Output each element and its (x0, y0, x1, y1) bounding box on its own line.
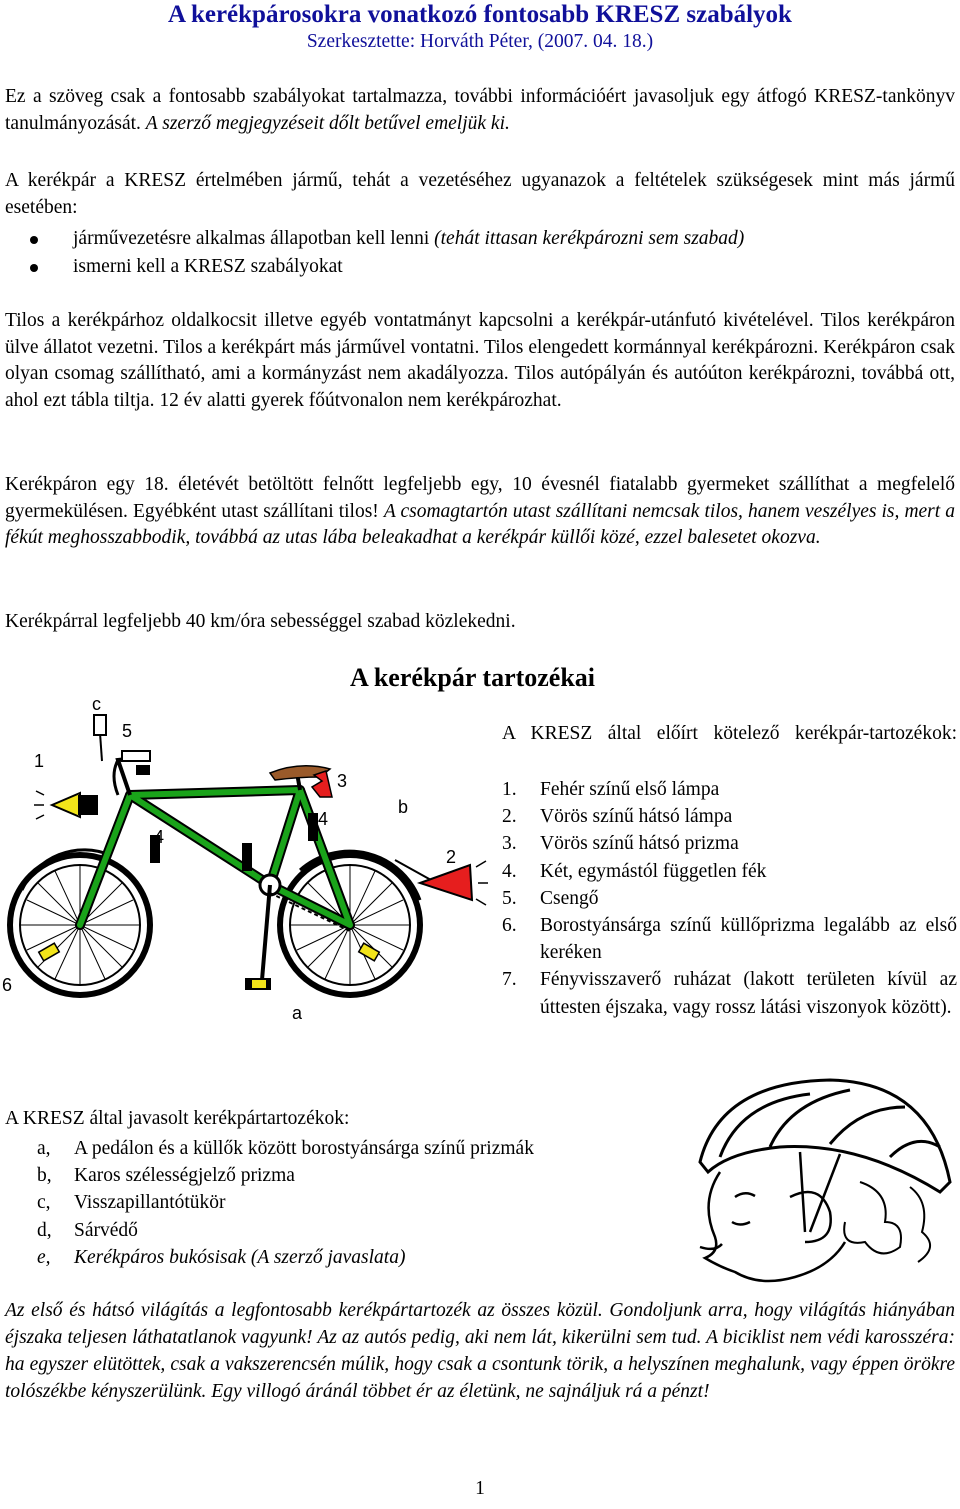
list-item: 3. Vörös színű hátsó prizma (502, 833, 739, 855)
intro-text: Ez a szöveg csak a fontosabb szabályokat tartalmazza, további információért javasoljuk egy átfogó KRESZ-tankönyv tanulmányozását. (5, 86, 955, 134)
document-title: A kerékpárosokra vonatkozó fontosabb KRESZ szabályok (168, 1, 792, 28)
bell-icon (122, 751, 150, 761)
rear-reflector-icon (312, 771, 332, 797)
list-item: 5. Csengő (502, 887, 599, 909)
intro-paragraph (5, 84, 955, 137)
diagram-label: c (92, 694, 101, 714)
list-item: ismerni kell a KRESZ szabályokat (30, 253, 744, 281)
front-lamp-icon (52, 793, 80, 817)
diagram-label: 4 (318, 809, 329, 829)
mirror-icon (94, 715, 106, 735)
list-item: 2. Vörös színű hátsó lámpa (502, 806, 733, 828)
list-item: 7. Fényvisszaverő ruházat (lakott területen kívül az úttesten éjszaka, vagy rossz látási viszonyok között). (502, 969, 957, 1018)
list-item: 6. Borostyánsárga színű küllőprizma legalább az első keréken (502, 915, 957, 964)
list-item: b, Karos szélességjelző prizma (37, 1165, 295, 1187)
diagram-label: a (292, 1003, 303, 1023)
list-item: járművezetésre alkalmas állapotban kell lenni (tehát ittasan kerékpározni sem szabad) (30, 225, 744, 253)
bicycle-diagram (0, 685, 490, 1030)
spoke-reflector-icon (39, 943, 60, 961)
list-item: d, Sárvédő (37, 1219, 138, 1241)
child-face (700, 1172, 845, 1281)
list-item: 1. Fehér színű első lámpa (502, 779, 720, 800)
list-item: c, Visszapillantótükör (37, 1192, 226, 1214)
list-item: a, A pedálon és a küllők között borostyánsárga színű prizmák (37, 1138, 534, 1159)
spoke-reflector-icon (359, 943, 380, 961)
diagram-label: 1 (34, 751, 45, 771)
ear-and-strap (790, 1152, 840, 1242)
diagram-label: 4 (154, 827, 165, 847)
helmet-illustration (660, 1072, 960, 1292)
vehicle-paragraph: A kerékpár a KRESZ értelmében jármű, tehát a vezetéséhez ugyanazok a feltételek szükségesek mint más jármű esetében: (5, 170, 955, 218)
diagram-label: 3 (337, 771, 348, 791)
rules-paragraph: Tilos a kerékpárhoz oldalkocsit illetve egyéb vontatmányt kapcsolni a kerékpár-utánfutó kivételével. Tilos kerékpáron ülve állatot vezetni. Tilos a kerékpárt más járművel vontatni. Tilos elengedett kormánnyal kerékpározni. Kerékpáron csak olyan csomag szállítható, ami a kormányzást nem akadályozza. Tilos autópályán és autóúton kerékpározni, továbbá ott, ahol ezt tábla tiltja. 12 év alatti gyerek főútvonalon nem kerékpározhat. (5, 310, 955, 411)
required-list (502, 776, 957, 1021)
diagram-label: 5 (122, 721, 133, 741)
diagram-label: 2 (446, 847, 457, 867)
document-subtitle: Szerkesztette: Horváth Péter, (2007. 04. 18.) (306, 31, 654, 52)
suggested-list (37, 1135, 534, 1271)
suggested-intro: A KRESZ által javasolt kerékpártartozékok: (5, 1108, 350, 1129)
speed-paragraph: Kerékpárral legfeljebb 40 km/óra sebességgel szabad közlekedni. (5, 611, 516, 632)
page-number: 1 (475, 1478, 485, 1499)
section-title: A kerékpár tartozékai (350, 663, 596, 692)
rear-brake (308, 813, 318, 841)
diagram-label: 6 (2, 975, 13, 995)
condition-list (30, 225, 744, 281)
helmet-icon (700, 1080, 950, 1192)
list-item: e, Kerékpáros bukósisak (A szerző javaslata) (37, 1246, 406, 1268)
list-item: 4. Két, egymástól független fék (502, 860, 767, 882)
passenger-paragraph: Kerékpáron egy 18. életévét betöltött felnőtt legfeljebb egy, 10 évesnél fiatalabb gyermeket szállíthat a megfelelő gyermekülésen. Egyébként utast szállítani tilos! A csomagtartón utast szállítani nemcsak tilos, hanem veszélyes is, mert a fékút meghosszabbodik, továbbá az utas lába beleakadhat a kerékpár küllői közé, ezzel balesetet okozva. (5, 474, 955, 548)
rear-lamp-icon (420, 865, 472, 900)
diagram-label: b (398, 797, 409, 817)
required-intro: A KRESZ által előírt kötelező kerékpár-tartozékok: (502, 723, 957, 744)
hair (844, 1182, 930, 1262)
intro-italic-note: A szerző megjegyzéseit dőlt betűvel emeljük ki. (145, 112, 510, 134)
closing-paragraph: Az első és hátsó világítás a legfontosabb kerékpártartozék az összes közül. Gondoljunk arra, hogy világítás hiányában éjszaka teljesen láthatatlanok vagyunk! Az az autós pedig, aki nem lát, kikerülni sem tud. A biciklist nem védi karosszéra: ha egyszer elütöttek, csak a vakszerencsén múlik, hogy csak a csontunk törik, a helyszínen meghalunk, vagy éppen örökre tolószékbe kényszerülünk. Egy villogó áránál többet ér az életünk, ne sajnáljuk rá a pénzt! (5, 1300, 955, 1402)
